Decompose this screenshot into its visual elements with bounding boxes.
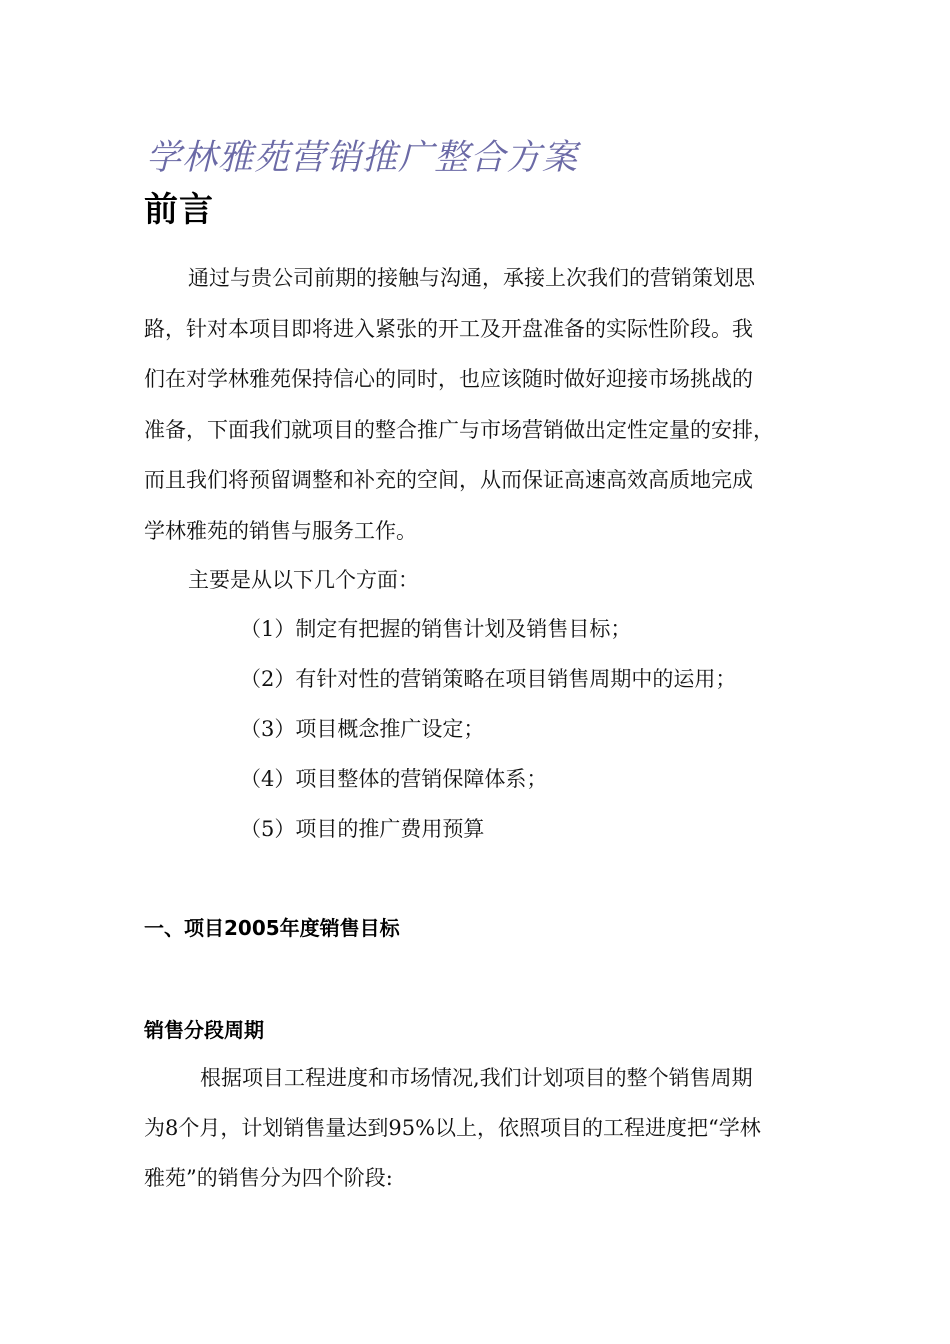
intro-line: 们在对学林雅苑保持信心的同时，也应该随时做好迎接市场挑战的 (144, 367, 753, 391)
list-item: （4）项目整体的营销保障体系； (240, 767, 548, 791)
list-item: （3）项目概念推广设定； (240, 717, 485, 741)
intro-paragraph (144, 253, 834, 556)
intro-line: 通过与贵公司前期的接触与沟通，承接上次我们的营销策划思 (188, 266, 755, 290)
list-item: （5）项目的推广费用预算 (240, 817, 485, 841)
document-title: 学林雅苑营销推广整合方案 (146, 138, 579, 178)
preface-heading: 前言 (144, 190, 214, 230)
main-points-intro-text: 主要是从以下几个方面： (188, 568, 419, 592)
sales-line: 为8个月，计划销售量达到95%以上，依照项目的工程进度把“学林 (144, 1116, 761, 1140)
sales-paragraph (144, 1053, 761, 1203)
section-heading: 一、项目2005年度销售目标 (144, 916, 400, 940)
intro-line: 而且我们将预留调整和补充的空间，从而保证高速高效高质地完成 (144, 468, 753, 492)
main-points-intro (144, 555, 834, 606)
intro-line: 路，针对本项目即将进入紧张的开工及开盘准备的实际性阶段。我 (144, 316, 753, 341)
list-item: （2）有针对性的营销策略在项目销售周期中的运用； (240, 667, 737, 691)
intro-line: 学林雅苑的销售与服务工作。 (144, 518, 417, 543)
points-list (240, 604, 736, 854)
subsection-heading: 销售分段周期 (144, 1018, 264, 1042)
list-item: （1）制定有把握的销售计划及销售目标； (240, 617, 632, 641)
intro-line: 准备，下面我们就项目的整合推广与市场营销做出定性定量的安排， (144, 417, 774, 442)
sales-line: 雅苑”的销售分为四个阶段: (144, 1166, 393, 1190)
sales-line: 根据项目工程进度和市场情况,我们计划项目的整个销售周期 (200, 1066, 753, 1090)
